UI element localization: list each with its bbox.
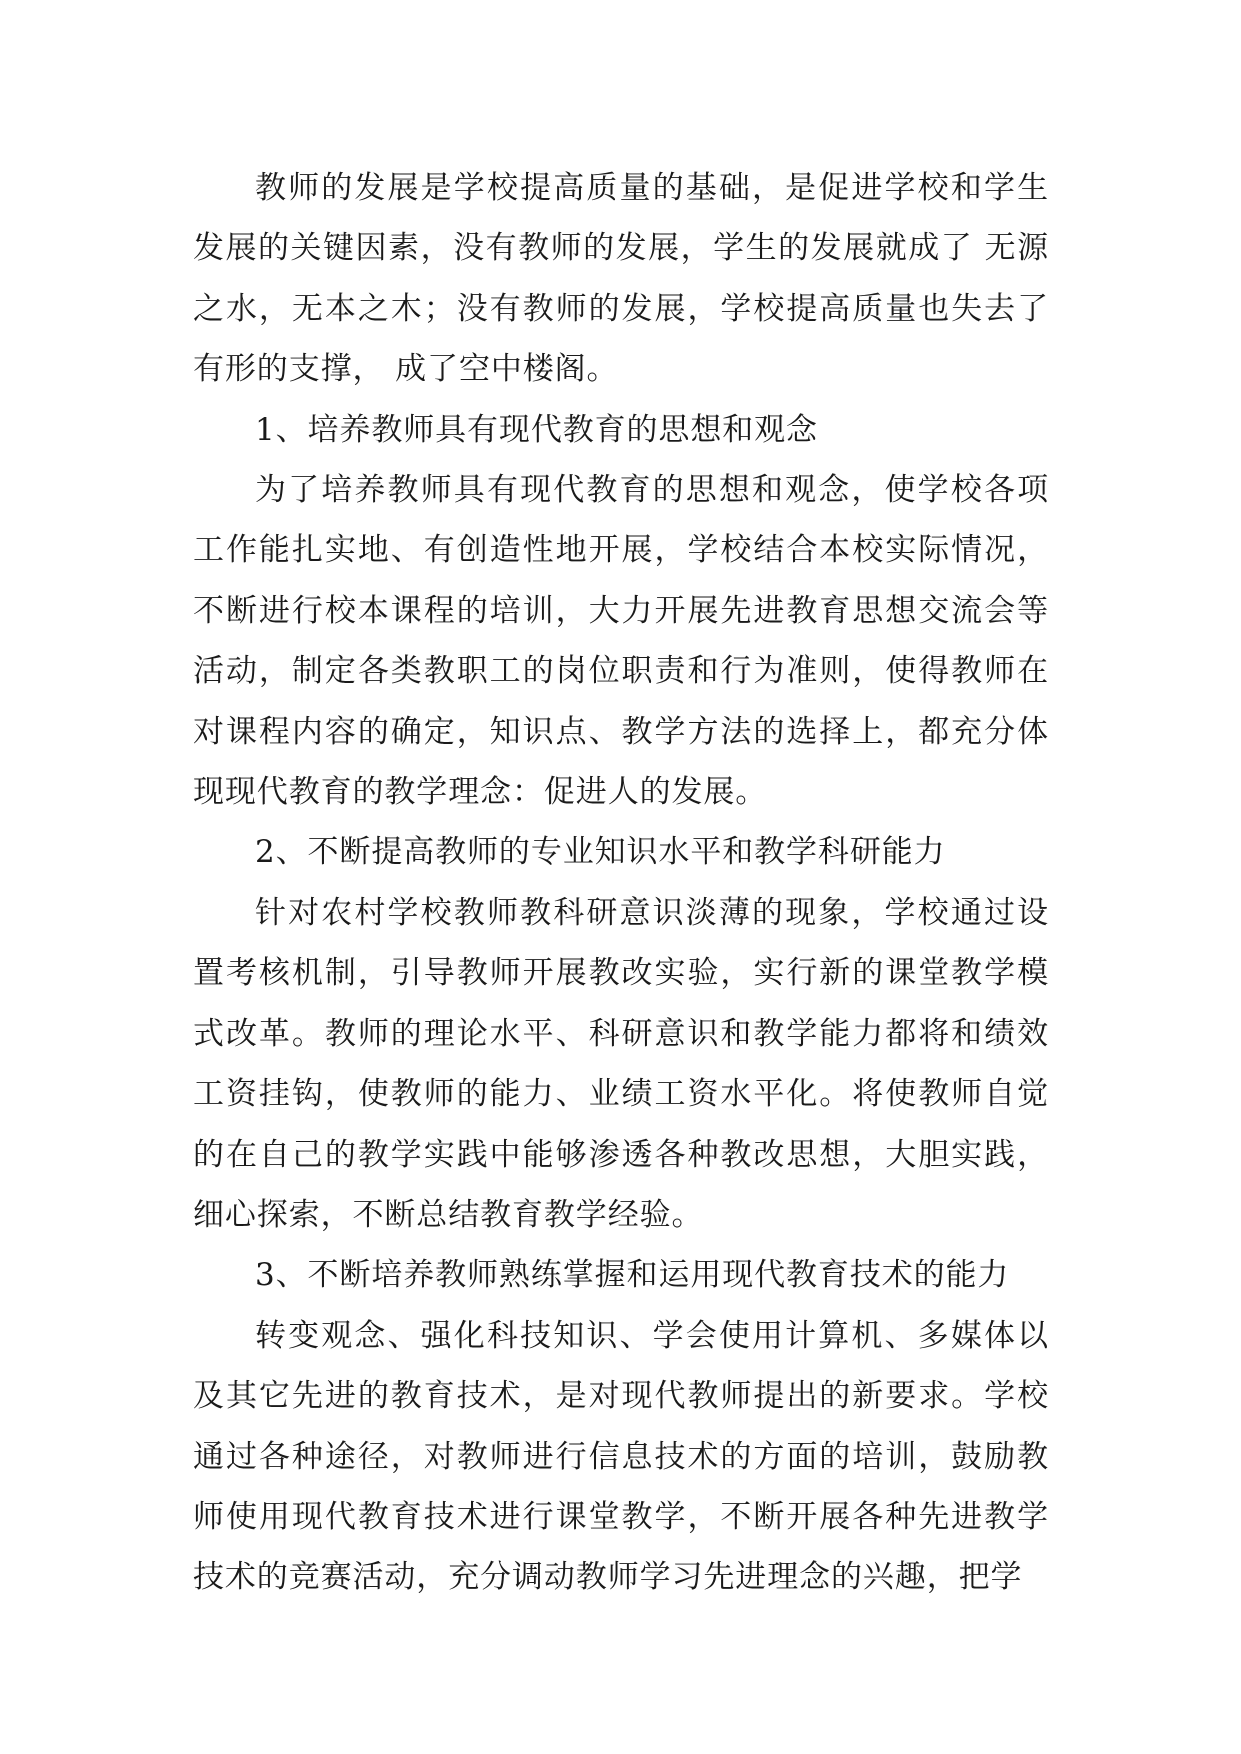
heading-section-3: 3、不断培养教师熟练掌握和运用现代教育技术的能力	[255, 1257, 1010, 1294]
paragraph-section-1: 为了培养教师具有现代教育的思想和观念，使学校各项工作能扎实地、有创造性地开展，学校结合本校实际情况，不断进行校本课程的培训，大力开展先进教育思想交流会等活动，制定各类教职工的岗位职责和行为准则，使得教师在对课程内容的确定，知识点、教学方法的选择上，都充分体现现代教育的教学理念：促进人的发展。	[193, 472, 1049, 811]
paragraph-teacher-development: 教师的发展是学校提高质量的基础，是促进学校和学生发展的关键因素，没有教师的发展，学生的发展就成了 无源之水，无本之木；没有教师的发展，学校提高质量也失去了有形的支撑， 成了空中楼阁。	[193, 170, 1049, 388]
paragraph-section-2: 针对农村学校教师教科研意识淡薄的现象，学校通过设置考核机制，引导教师开展教改实验，实行新的课堂教学模式改革。教师的理论水平、科研意识和教学能力都将和绩效工资挂钩，使教师的能力、业绩工资水平化。将使教师自觉的在自己的教学实践中能够渗透各种教改思想，大胆实践，细心探索，不断总结教育教学经验。	[193, 894, 1049, 1233]
heading-section-2: 2、不断提高教师的专业知识水平和教学科研能力	[255, 834, 946, 871]
heading-section-1: 1、培养教师具有现代教育的思想和观念	[255, 411, 818, 448]
document-body	[193, 158, 1049, 1608]
paragraph-section-3: 转变观念、强化科技知识、学会使用计算机、多媒体以及其它先进的教育技术，是对现代教师提出的新要求。学校通过各种途径，对教师进行信息技术的方面的培训，鼓励教师使用现代教育技术进行课堂教学，不断开展各种先进教学技术的竞赛活动，充分调动教师学习先进理念的兴趣，把学	[193, 1317, 1049, 1596]
